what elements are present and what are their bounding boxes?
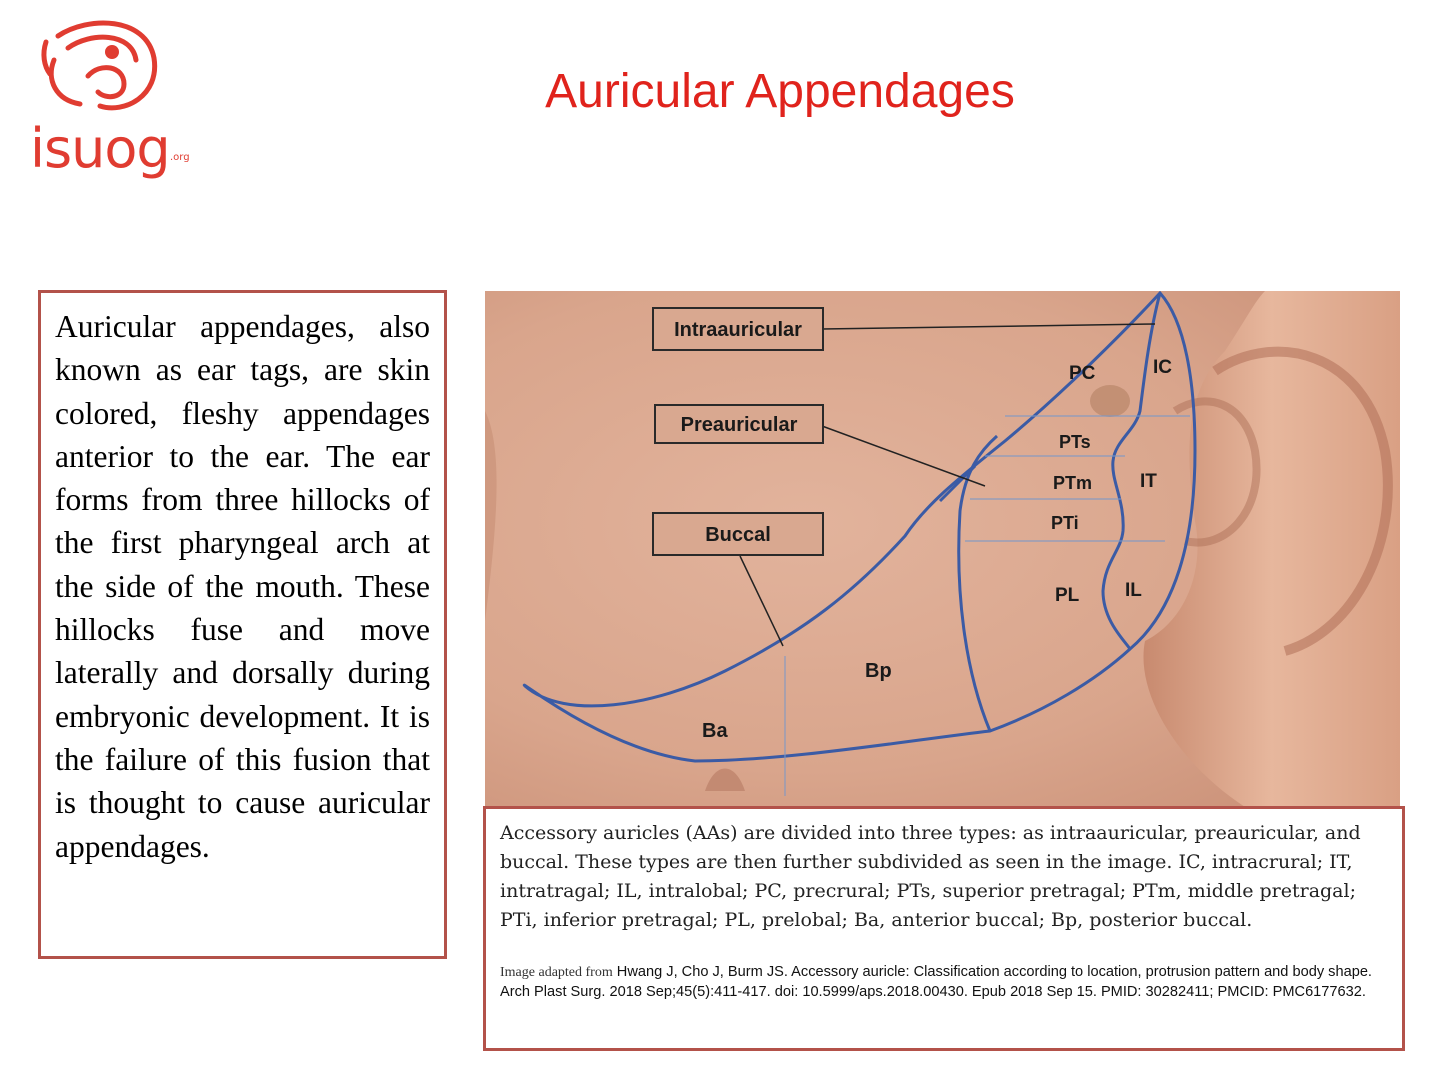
region-it: IT <box>1140 471 1157 492</box>
region-ba: Ba <box>702 720 728 742</box>
region-bp: Bp <box>865 660 892 682</box>
description-text: Auricular appendages, also known as ear tags, are skin colored, fleshy appendages anterior to the ear. The ear forms from three hillocks of the first pharyngeal arch at the side of the mouth. These hillocks fuse and move laterally and dorsally during embryonic development. It is the failure of this fusion that is thought to cause auricular appendages. <box>55 309 430 864</box>
label-intraauricular <box>653 308 823 350</box>
region-pts: PTs <box>1059 432 1091 452</box>
region-pti: PTi <box>1051 513 1079 533</box>
svg-text:Buccal: Buccal <box>705 524 771 546</box>
page-title: Auricular Appendages <box>545 65 1015 118</box>
description-box <box>38 290 447 959</box>
ear-classification-figure <box>485 291 1400 807</box>
svg-text:Preauricular: Preauricular <box>680 414 798 436</box>
region-pl: PL <box>1055 585 1080 606</box>
logo-tld: .org <box>170 152 190 163</box>
label-buccal <box>653 513 823 555</box>
svg-text:Intraauricular: Intraauricular <box>674 319 802 341</box>
caption-text: Accessory auricles (AAs) are divided into three types: as intraauricular, preauricular, and buccal. These types are then further subdivided as seen in the image. IC, intracrural; IT, intratragal; IL, intralobal; PC, precrural; PTs, superior pretragal; PTm, middle pretragal; PTi, inferior pretragal; PL, prelobal; Ba, anterior buccal; Bp, posterior buccal. <box>500 822 1361 931</box>
credit-lead: Image adapted from <box>500 965 613 980</box>
region-ptm: PTm <box>1053 473 1093 493</box>
logo-wordmark: isuog <box>30 117 170 180</box>
region-il: IL <box>1125 580 1142 601</box>
isuog-logo <box>28 14 208 184</box>
image-credit <box>500 963 1388 1002</box>
label-preauricular <box>655 405 823 443</box>
region-pc: PC <box>1069 363 1096 384</box>
caption-box <box>483 806 1405 1051</box>
ear-diagram <box>485 291 1400 807</box>
region-ic: IC <box>1153 357 1172 378</box>
isuog-fetus-logo-icon <box>28 14 168 124</box>
credit-citation: Hwang J, Cho J, Burm JS. Accessory auricle: Classification according to location, protrusion pattern and body shape. Arch Plast Surg. 2018 Sep;45(5):411-417. doi: 10.5999/aps.2018.00430. Epub 2018 Sep 15. PMID: 30282411; PMCID: PMC6177632. <box>500 964 1372 1000</box>
